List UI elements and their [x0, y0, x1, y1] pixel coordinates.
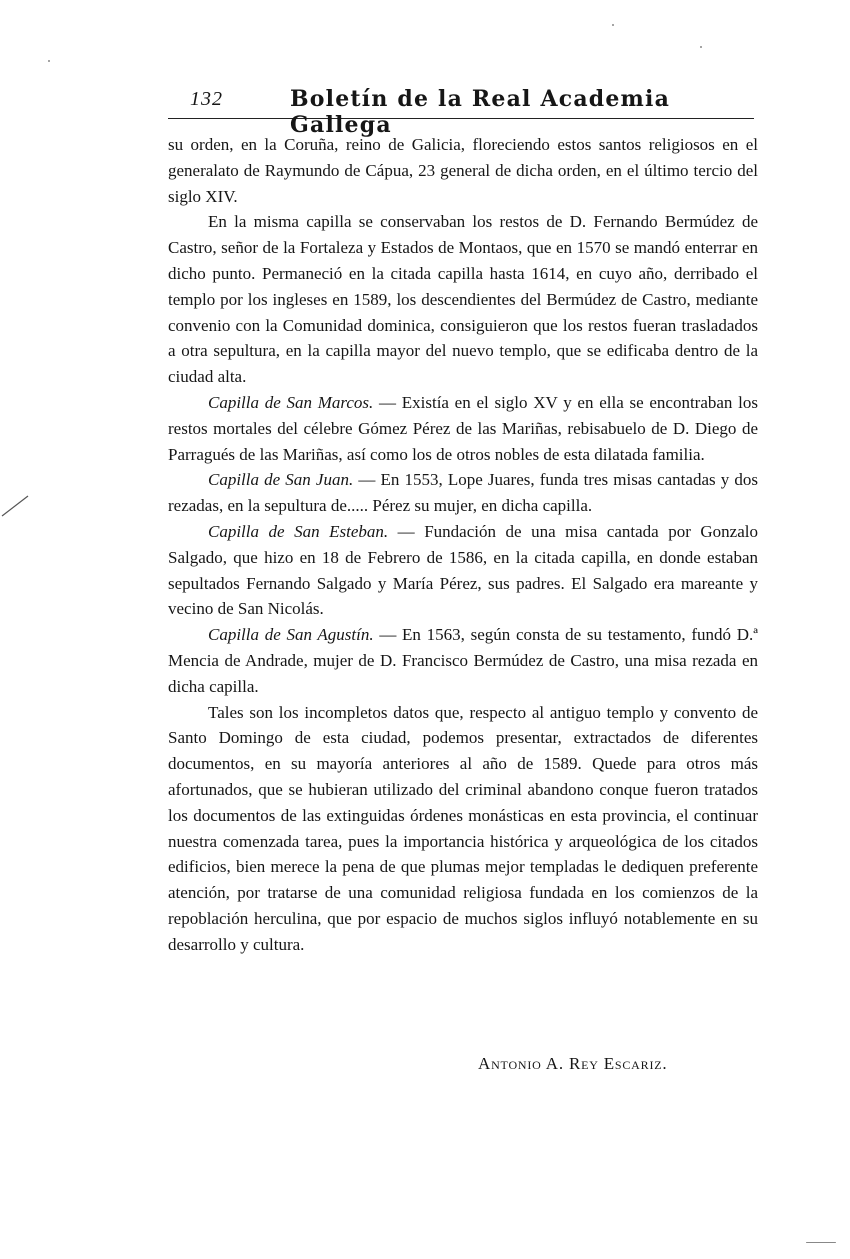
scan-speck [806, 1242, 836, 1243]
scan-speck [612, 24, 614, 26]
paragraph-text: Tales son los incompletos datos que, respecto al antiguo templo y convento de Santo Domingo de esta ciudad, podemos presentar, extractados de diferentes documentos, en su mayoría anteriores al año de 1589. Quede para otros más afortunados, que se hubieran utilizado del criminal abandono conque fueron tratados los documentos de las extinguidas órdenes monásticas en esta provincia, el continuar nuestra comenzada tarea, pues la importancia histórica y arqueológica de los citados edificios, bien merece la pena de que plumas mejor templadas le dediquen preferente atención, por tratarse de una comunidad religiosa fundada en los comienzos de la repoblación herculina, que por espacio de muchos siglos influyó notablemente en su desarrollo y cultura. [168, 702, 758, 954]
paragraph [168, 519, 758, 622]
paragraph-heading: Capilla de San Esteban. [208, 521, 389, 541]
paragraph [168, 390, 758, 467]
paragraph-text: — En 1553, Lope Juares, funda tres misas cantadas y dos rezadas, en la sepultura de..... Pérez su mujer, en dicha capilla. [168, 470, 758, 516]
paragraph [168, 700, 758, 958]
page-header [168, 84, 754, 138]
scan-mark [0, 494, 30, 518]
paragraph-heading: Capilla de San Marcos. [208, 392, 374, 412]
paragraph-heading: Capilla de San Agustín. [208, 625, 374, 645]
paragraph-text: su orden, en la Coruña, reino de Galicia, floreciendo estos santos religiosos en el generalato de Raymundo de Cápua, 23 general de dicha orden, en el último tercio del siglo XIV. [168, 135, 758, 206]
paragraph [168, 132, 758, 209]
page-number: 132 [190, 88, 223, 110]
paragraph-text: — Fundación de una misa cantada por Gonzalo Salgado, que hizo en 18 de Febrero de 1586, en la citada capilla, en donde estaban sepultados Fernando Salgado y María Pérez, sus padres. El Salgado era mareante y vecino de San Nicolás. [168, 521, 758, 619]
article-body [168, 132, 758, 958]
paragraph-text: En la misma capilla se conservaban los restos de D. Fernando Bermúdez de Castro, señor de la Fortaleza y Estados de Montaos, que en 1570 se mandó enterrar en dicho punto. Permaneció en la citada capilla hasta 1614, en cuyo año, derribado el templo por los ingleses en 1589, los descendientes del Bermúdez de Castro, mediante convenio con la Comunidad dominica, consiguieron que los restos fueran trasladados a otra sepultura, en la capilla mayor del nuevo templo, que se edificaba dentro de la ciudad alta. [168, 212, 758, 387]
scan-speck [700, 46, 702, 48]
running-title: Boletín de la Real Academia Gallega [290, 86, 671, 138]
paragraph [168, 467, 758, 519]
paragraph-heading: Capilla de San Juan. [208, 470, 354, 490]
paragraph-text: — Existía en el siglo XV y en ella se encontraban los restos mortales del célebre Gómez Pérez de las Mariñas, rebisabuelo de D. Diego de Parragués de las Mariñas, así como los de otros nobles de esta dilatada familia. [168, 392, 758, 464]
scan-speck [48, 60, 50, 62]
paragraph [168, 209, 758, 390]
paragraph-text: — En 1563, según consta de su testamento, fundó D.ª Mencia de Andrade, mujer de D. Francisco Bermúdez de Castro, una misa rezada en dicha capilla. [168, 625, 758, 696]
paragraph [168, 622, 758, 699]
author-signature: Antonio A. Rey Escariz. [478, 1054, 668, 1073]
